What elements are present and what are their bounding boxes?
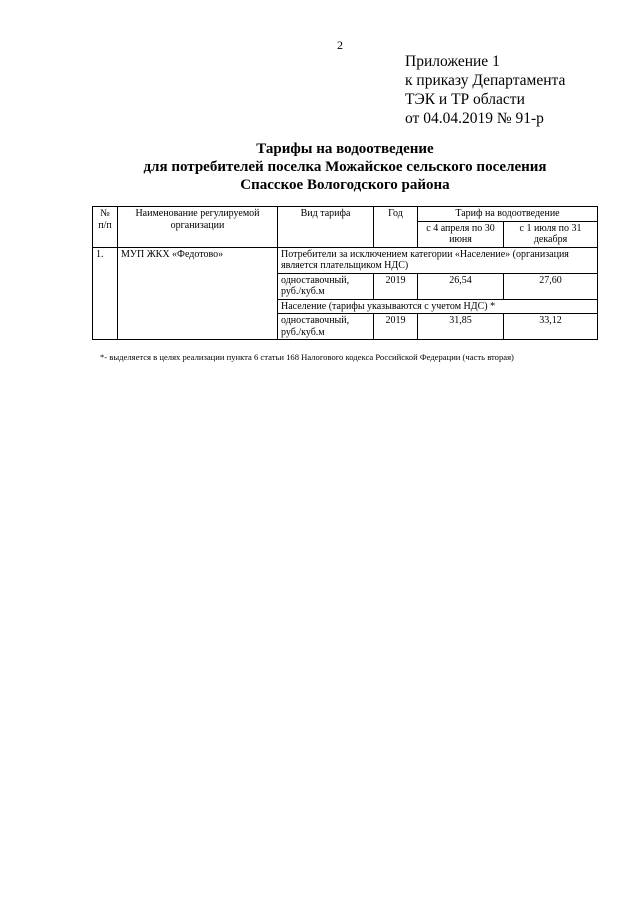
title-line-3: Спасское Вологодского района bbox=[240, 177, 450, 193]
title-line-2: для потребителей поселка Можайское сельского поселения bbox=[143, 159, 547, 175]
cell-num: 1. bbox=[93, 247, 118, 340]
cell-org: МУП ЖКХ «Федотово» bbox=[118, 247, 278, 340]
title-line-1: Тарифы на водоотведение bbox=[256, 141, 434, 157]
appendix-line-3: ТЭК и ТР области bbox=[405, 91, 525, 108]
cell-group2-label: Население (тарифы указываются с учетом НДС) * bbox=[278, 299, 598, 314]
header-period-2: с 1 июля по 31 декабря bbox=[504, 221, 598, 247]
appendix-line-2: к приказу Департамента bbox=[405, 72, 566, 89]
table-row bbox=[93, 247, 598, 273]
cell-group1-value-2: 27,60 bbox=[504, 273, 598, 299]
header-num: № п/п bbox=[93, 207, 118, 248]
appendix-line-4: от 04.04.2019 № 91-р bbox=[405, 110, 544, 127]
page-number: 2 bbox=[337, 38, 343, 52]
cell-group1-label: Потребители за исключением категории «Население» (организация является плательщиком НДС) bbox=[278, 247, 598, 273]
cell-group2-year: 2019 bbox=[374, 314, 418, 340]
table-header-row bbox=[93, 207, 598, 222]
header-type: Вид тарифа bbox=[278, 207, 374, 248]
cell-group2-value-1: 31,85 bbox=[418, 314, 504, 340]
header-period-1: с 4 апреля по 30 июня bbox=[418, 221, 504, 247]
footnote: *- выделяется в целях реализации пункта 6 статьи 168 Налогового кодекса Российской Федерации (часть вторая) bbox=[100, 352, 514, 362]
document-title bbox=[0, 140, 640, 194]
cell-group1-year: 2019 bbox=[374, 273, 418, 299]
appendix-line-1: Приложение 1 bbox=[405, 53, 500, 70]
cell-group2-value-2: 33,12 bbox=[504, 314, 598, 340]
tariff-table bbox=[92, 206, 598, 340]
cell-group2-type: одноставочный, руб./куб.м bbox=[278, 314, 374, 340]
cell-group1-type: одноставочный, руб./куб.м bbox=[278, 273, 374, 299]
cell-group1-value-1: 26,54 bbox=[418, 273, 504, 299]
header-year: Год bbox=[374, 207, 418, 248]
appendix-block bbox=[405, 52, 565, 128]
header-org: Наименование регулируемой организации bbox=[118, 207, 278, 248]
header-tariff: Тариф на водоотведение bbox=[418, 207, 598, 222]
